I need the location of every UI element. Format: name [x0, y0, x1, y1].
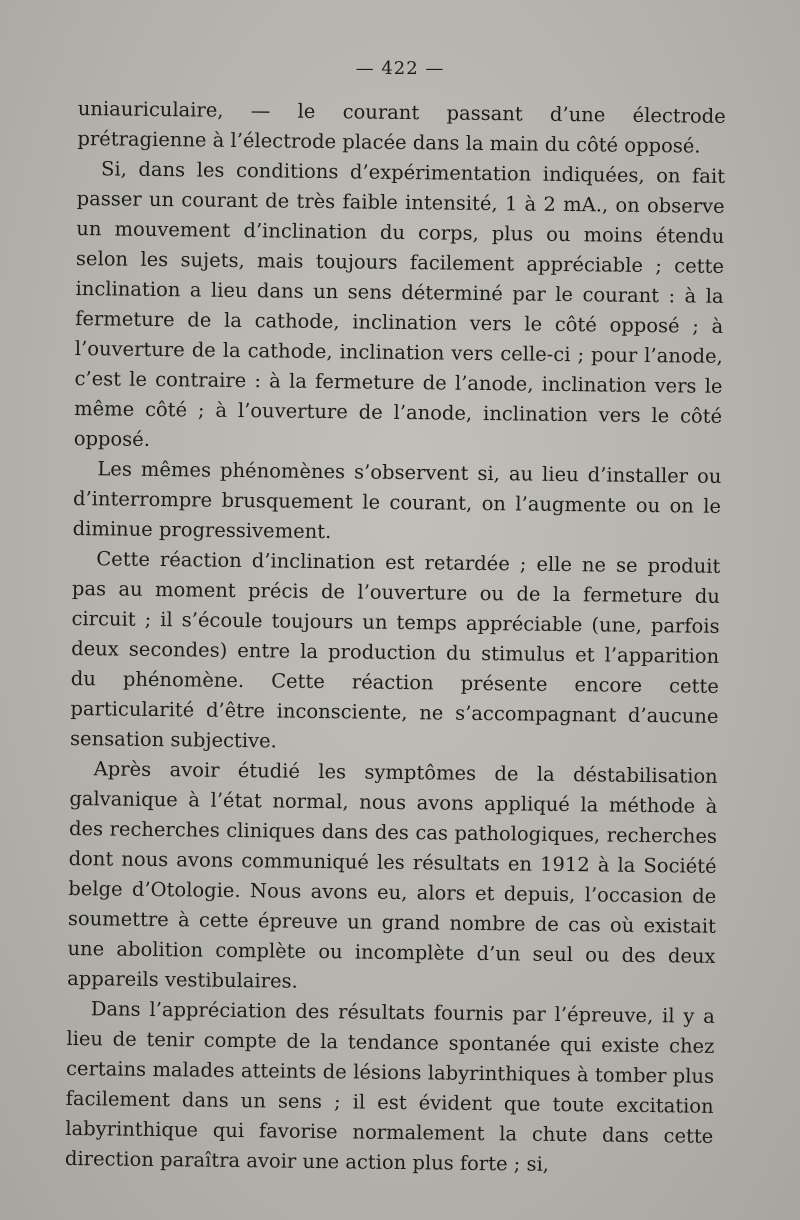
- paragraph-progressive-current: Les mêmes phénomènes s’observent si, au lieu d’installer ou d’interrompre brusquement le courant, on l’augmente ou on le diminue progressivement.: [72, 457, 722, 544]
- paragraph-current-inclination: Si, dans les conditions d’expérimentation indiquées, on fait passer un courant de très faible intensité, 1 à 2 mA., on observe un mouvement d’inclination du corps, plus ou moins étendu selon les sujets, mais toujours facilement appréciable ; cette inclination a lieu dans un sens déterminé par le courant : à la fermeture de la cathode, inclination vers le côté opposé ; à l’ouverture de la cathode, inclination vers celle-ci ; pour l’anode, c’est le contraire : à la fermeture de l’anode, inclination vers le même côté ; à l’ouverture de l’anode, inclination vers le côté opposé.: [73, 157, 726, 451]
- paragraph-continued: uniauriculaire, — le courant passant d’une électrode prétragienne à l’électrode placée dans la main du côté opposé.: [77, 96, 726, 158]
- page-number: — 422 —: [355, 58, 445, 79]
- paragraph-results-appreciation: Dans l’appréciation des résultats fournis par l’épreuve, il y a lieu de tenir compte de la tendance spontanée qui existe chez certains malades atteints de lésions labyrinthiques à tomber plus facilement dans un sens ; il est évident que toute excitation labyrinthique qui favorise normalement la chute dans cette direction paraîtra avoir une action plus forte ; si,: [64, 997, 715, 1176]
- body-text: [65, 94, 726, 1182]
- paragraph-clinical-research: Après avoir étudié les symptômes de la déstabilisation galvanique à l’état normal, nous avons appliqué la méthode à des recherches cliniques dans des cas pathologiques, recherches dont nous avons communiqué les résultats en 1912 à la Société belge d’Otologie. Nous avons eu, alors et depuis, l’occasion de soumettre à cette épreuve un grand nombre de cas où existait une abolition complète ou incomplète d’un seul ou des deux appareils vestibulaires.: [67, 757, 718, 993]
- paragraph-delayed-reaction: Cette réaction d’inclination est retardée ; elle ne se produit pas au moment précis de l’ouverture ou de la fermeture du circuit ; il s’écoule toujours un temps appréciable (une, parfois deux secondes) entre la production du stimulus et l’apparition du phénomène. Cette réaction présente encore cette particularité d’être inconsciente, ne s’accompagnant d’aucune sensation subjective.: [69, 547, 721, 753]
